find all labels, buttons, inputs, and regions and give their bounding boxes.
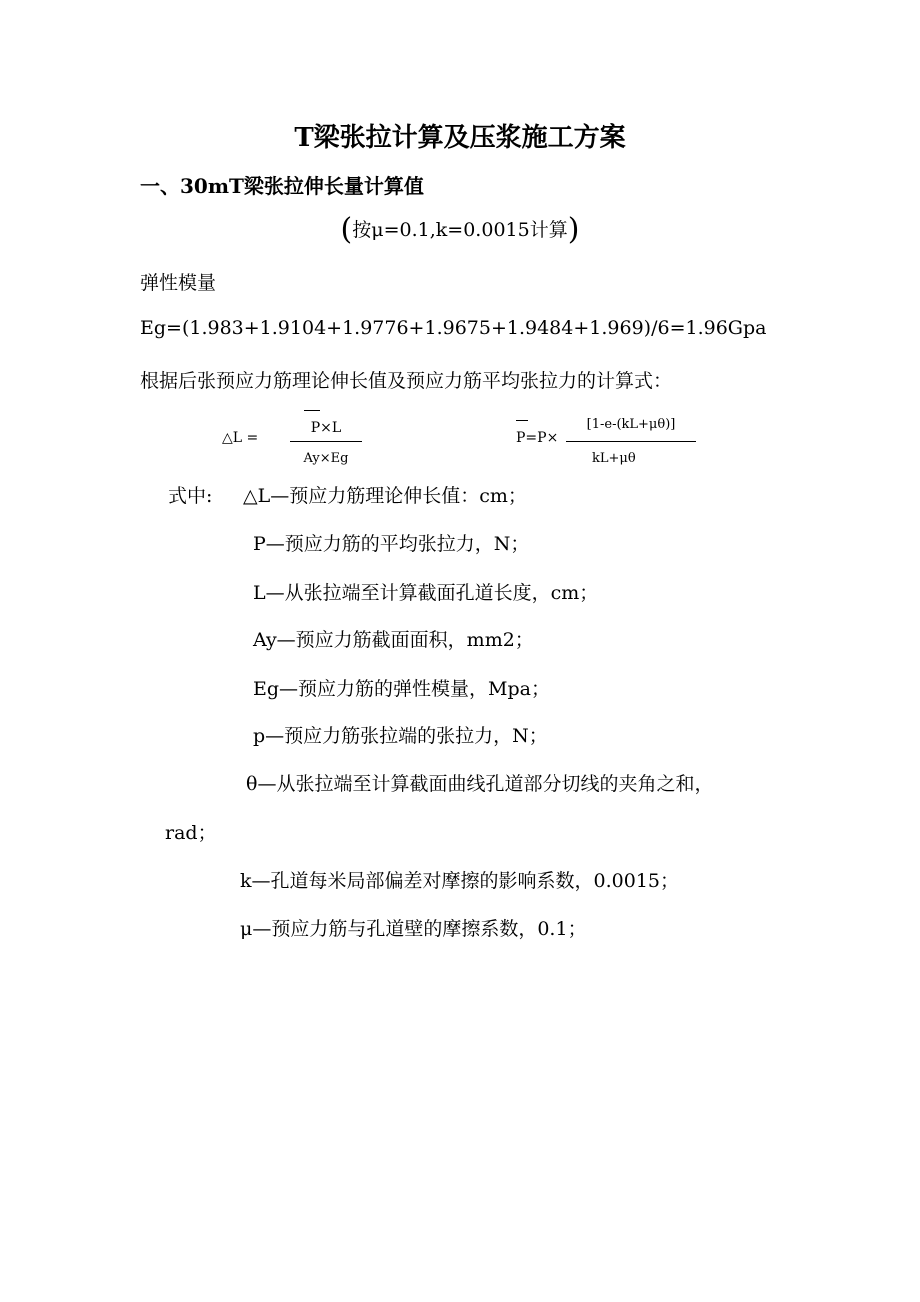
formula1-lhs: △L = bbox=[222, 430, 259, 446]
parameters-text: 按μ=0.1,k=0.0015计算 bbox=[352, 219, 568, 241]
formula1-denominator: Ay×Eg bbox=[303, 451, 349, 466]
modulus-equation: Eg=(1.983+1.9104+1.9776+1.9675+1.9484+1.969)/6=1.96Gpa bbox=[140, 317, 767, 339]
definition-item: Ay—预应力筋截面面积，mm2； bbox=[253, 629, 534, 651]
calculation-parameters bbox=[0, 212, 920, 247]
formula2-denominator: kL+μθ bbox=[592, 451, 636, 466]
open-parenthesis: ( bbox=[340, 212, 353, 247]
page-title: T梁张拉计算及压浆施工方案 bbox=[294, 123, 626, 153]
formula1-fraction-line bbox=[290, 441, 362, 442]
definition-item: P—预应力筋的平均张拉力，N； bbox=[253, 533, 530, 555]
formula2-fraction-line bbox=[566, 441, 696, 442]
formula2-overbar bbox=[516, 420, 528, 421]
definition-item: p—预应力筋张拉端的张拉力，N； bbox=[253, 725, 548, 747]
formula2-numerator: [1-e-(kL+μθ)] bbox=[586, 417, 676, 432]
definition-item: Eg—预应力筋的弹性模量，Mpa； bbox=[253, 678, 550, 700]
definitions-label: 式中: bbox=[168, 485, 213, 507]
definition-item: θ—从张拉端至计算截面曲线孔道部分切线的夹角之和， bbox=[246, 773, 714, 795]
section-heading: 一、30mT梁张拉伸长量计算值 bbox=[140, 174, 424, 198]
definition-item: △L—预应力筋理论伸长值：cm； bbox=[243, 485, 527, 507]
modulus-label: 弹性模量 bbox=[140, 272, 217, 294]
definition-item: k—孔道每米局部偏差对摩擦的影响系数，0.0015； bbox=[240, 870, 679, 892]
close-parenthesis: ) bbox=[567, 212, 580, 247]
formula1-overbar bbox=[304, 410, 320, 411]
definition-item: L—从张拉端至计算截面孔道长度，cm； bbox=[253, 582, 599, 604]
formula-intro: 根据后张预应力筋理论伸长值及预应力筋平均张拉力的计算式： bbox=[140, 370, 673, 392]
definition-item: rad； bbox=[165, 822, 217, 844]
definition-item: μ—预应力筋与孔道壁的摩擦系数，0.1； bbox=[240, 918, 587, 940]
formula1-numerator: P×L bbox=[310, 420, 342, 436]
formula2-lhs: P=P× bbox=[516, 430, 559, 446]
